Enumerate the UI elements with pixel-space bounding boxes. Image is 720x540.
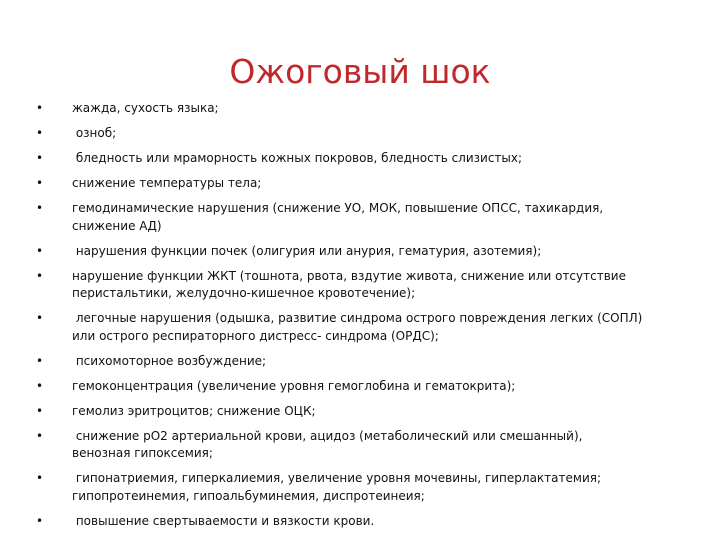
bullet-icon: • (36, 311, 44, 325)
list-item-text: снижение температуры тела; (72, 176, 262, 190)
bullet-icon: • (36, 471, 44, 485)
bullet-icon: • (36, 101, 44, 115)
list-item (36, 470, 686, 505)
bullet-list (36, 100, 686, 538)
list-item (36, 150, 686, 168)
list-item-text: нарушения функции почек (олигурия или анурия, гематурия, азотемия); (72, 243, 542, 258)
list-item-text: гемодинамические нарушения (снижение УО, МОК, повышение ОПСС, тахикардия, снижение АД) (72, 201, 604, 233)
list-item-text: озноб; (72, 126, 117, 140)
bullet-icon: • (36, 378, 44, 393)
list-item (36, 428, 686, 463)
slide-title: Ожоговый шок (229, 52, 491, 91)
list-item (36, 268, 686, 303)
bullet-icon: • (36, 201, 44, 215)
list-item-text: бледность или мраморность кожных покровов, бледность слизистых; (72, 151, 523, 165)
list-item-text: гемоконцентрация (увеличение уровня гемоглобина и гематокрита); (72, 378, 516, 393)
bullet-icon: • (36, 126, 44, 140)
bullet-icon: • (36, 353, 44, 368)
bullet-icon: • (36, 268, 44, 283)
list-item (36, 175, 686, 193)
list-item-text: жажда, сухость языка; (72, 101, 219, 115)
list-item (36, 353, 686, 371)
bullet-icon: • (36, 151, 44, 165)
list-item (36, 243, 686, 261)
bullet-icon: • (36, 513, 44, 528)
list-item (36, 100, 686, 118)
list-item-text: психомоторное возбуждение; (72, 353, 267, 368)
bullet-icon: • (36, 403, 44, 418)
bullet-icon: • (36, 428, 44, 443)
list-item-text: гемолиз эритроцитов; снижение ОЦК; (72, 403, 316, 418)
list-item-text: легочные нарушения (одышка, развитие синдрома острого повреждения легких (СОПЛ) или острого респираторного дистресс- синдрома (ОРДС); (72, 311, 643, 343)
list-item-text: повышение свертываемости и вязкости крови. (72, 513, 375, 528)
list-item-text: гипонатриемия, гиперкалиемия, увеличение уровня мочевины, гиперлактатемия; гипопротеинемия, гипоальбуминемия, диспротеинеия; (72, 471, 601, 503)
list-item (36, 310, 686, 345)
list-item (36, 200, 686, 235)
list-item (36, 378, 686, 396)
list-item (36, 513, 686, 531)
list-item-text: нарушение функции ЖКТ (тошнота, рвота, вздутие живота, снижение или отсутствие перистальтики, желудочно-кишечное кровотечение); (72, 268, 626, 300)
bullet-icon: • (36, 176, 44, 190)
list-item-text: снижение рО2 артериальной крови, ацидоз (метаболический или смешанный), венозная гипоксемия; (72, 428, 583, 460)
list-item (36, 125, 686, 143)
list-item (36, 403, 686, 421)
bullet-icon: • (36, 243, 44, 258)
